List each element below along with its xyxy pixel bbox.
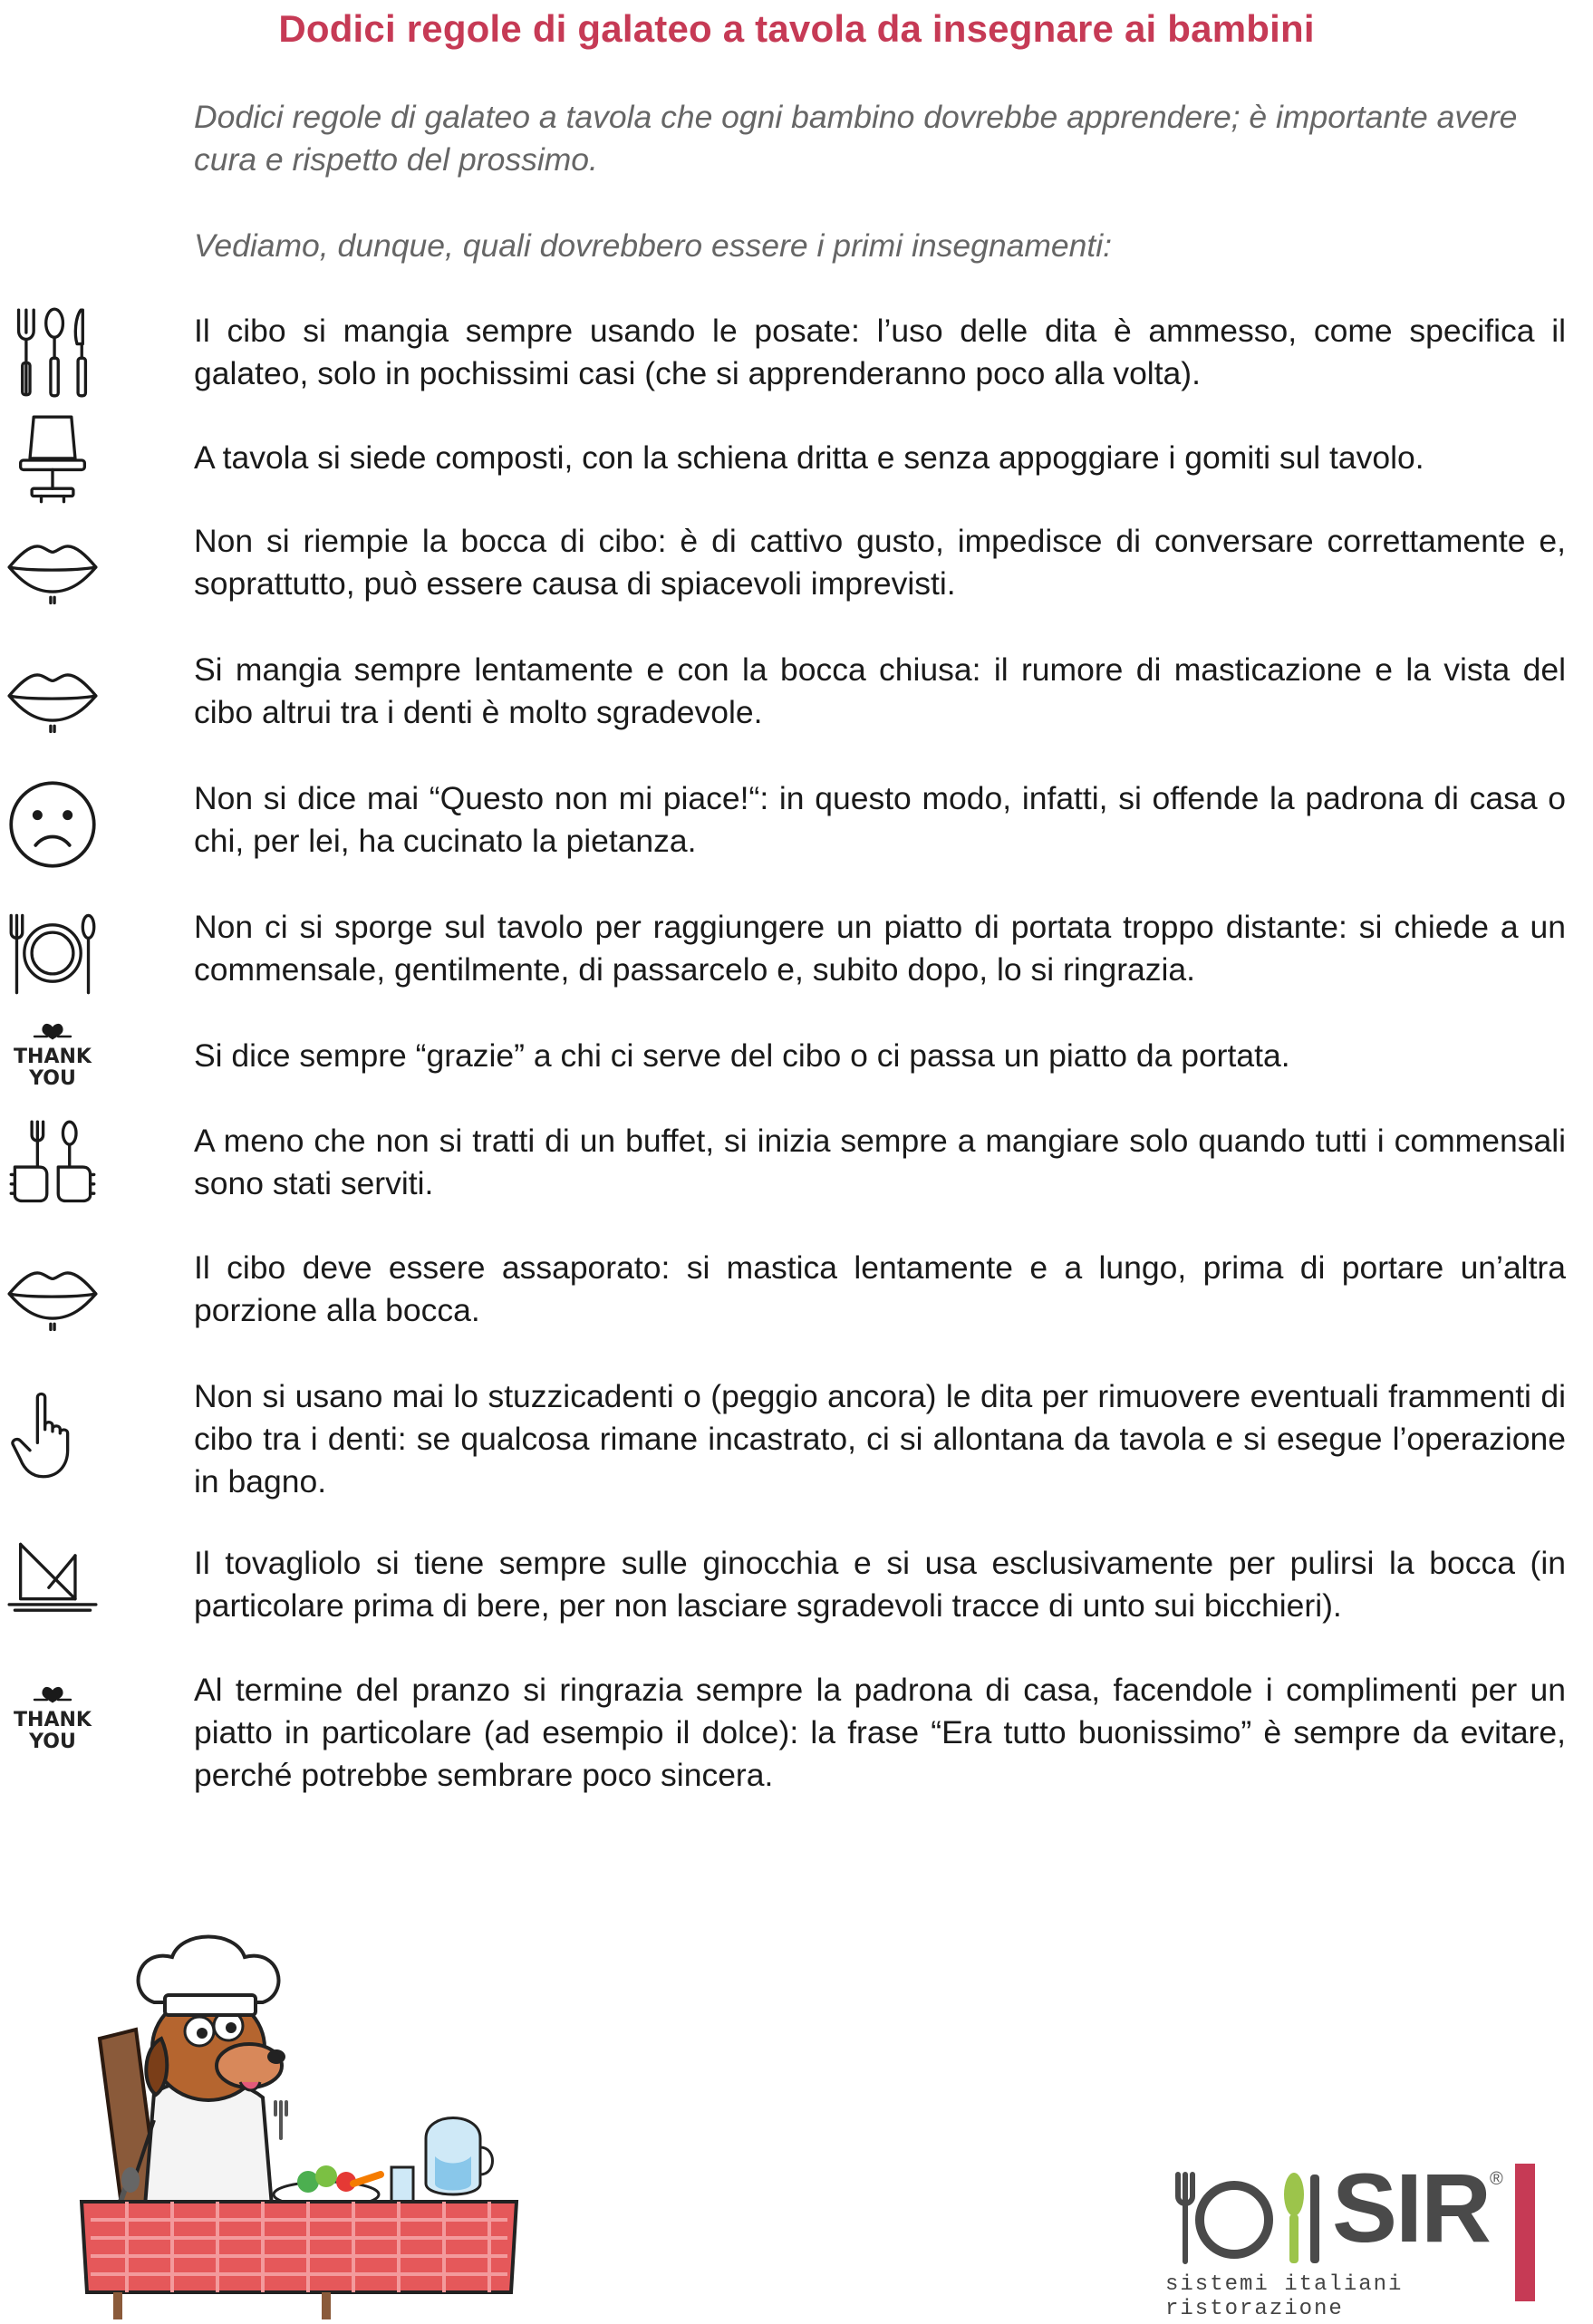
logo-wordmark: SIR bbox=[1332, 2153, 1491, 2262]
chef-dog-illustration bbox=[54, 1912, 562, 2319]
rule-8: A meno che non si tratti di un buffet, si inizia sempre a mangiare solo quando tutti i commensali sono stati serviti. bbox=[194, 1123, 1566, 1201]
rule-11: Il tovagliolo si tiene sempre sulle ginocchia e si usa esclusivamente per pulirsi la bocca (in particolare prima di bere, per non lasciare sgradevoli tracce di unto sui bicchieri). bbox=[194, 1545, 1566, 1624]
lips-icon bbox=[5, 649, 100, 743]
rule-6: Non ci si sporge sul tavolo per raggiungere un piatto di portata troppo distante: si chiede a un commensale, gentilmente, di passarcelo e, subito dopo, lo si ringrazia. bbox=[194, 909, 1566, 988]
rule-5: Non si dice mai “Questo non mi piace!“: in questo modo, infatti, si offende la padrona di casa o chi, per lei, ha cucinato la pietanza. bbox=[194, 780, 1566, 859]
napkin-icon bbox=[5, 1535, 100, 1629]
plate-cutlery-icon bbox=[5, 906, 100, 1000]
logo-tagline: sistemi italiani ristorazione bbox=[1165, 2272, 1404, 2321]
rule-1: Il cibo si mangia sempre usando le posate: l’uso delle dita è ammesso, come specifica il galateo, solo in pochissimi casi (che si apprenderanno poco alla volta). bbox=[194, 313, 1566, 391]
thank-you-icon bbox=[5, 1015, 100, 1109]
rule-9: Il cibo deve essere assaporato: si mastica lentamente e a lungo, prima di portare un’altra porzione alla bocca. bbox=[194, 1249, 1566, 1328]
rule-2: A tavola si siede composti, con la schiena dritta e senza appoggiare i gomiti sul tavolo. bbox=[194, 439, 1424, 476]
hands-cutlery-icon bbox=[5, 1118, 100, 1212]
thank-you-icon bbox=[5, 1678, 100, 1772]
page-title: Dodici regole di galateo a tavola da insegnare ai bambini bbox=[278, 7, 1315, 50]
sad-face-icon bbox=[5, 777, 100, 872]
lips-icon bbox=[5, 520, 100, 614]
cutlery-icon bbox=[5, 306, 100, 400]
thank-you-label: THANK YOU bbox=[14, 1709, 92, 1753]
lips-icon bbox=[5, 1247, 100, 1341]
chair-icon bbox=[5, 413, 100, 507]
rule-10: Non si usano mai lo stuzzicadenti o (peggio ancora) le dita per rimuovere eventuali frammenti di cibo tra i denti: se qualcosa rimane incastrato, ci si allontana da tavola e si esegue l’operazione in bagno. bbox=[194, 1378, 1566, 1500]
rule-7: Si dice sempre “grazie” a chi ci serve del cibo o ci passa un piatto da portata. bbox=[194, 1037, 1290, 1074]
intro-lead: Vediamo, dunque, quali dovrebbero essere i primi insegnamenti: bbox=[194, 227, 1112, 264]
rule-3: Non si riempie la bocca di cibo: è di cattivo gusto, impedisce di conversare correttamente e, soprattutto, può essere causa di spiacevoli imprevisti. bbox=[194, 523, 1566, 602]
intro-paragraph: Dodici regole di galateo a tavola che ogni bambino dovrebbe apprendere; è importante avere cura e rispetto del prossimo. bbox=[194, 99, 1518, 178]
sir-logo bbox=[1160, 2153, 1559, 2321]
rule-4: Si mangia sempre lentamente e con la bocca chiusa: il rumore di masticazione e la vista del cibo altrui tra i denti è molto sgradevole. bbox=[194, 651, 1566, 730]
registered-mark: ® bbox=[1490, 2169, 1503, 2189]
rule-12: Al termine del pranzo si ringrazia sempre la padrona di casa, facendole i complimenti per un piatto in particolare (ad esempio il dolce): la frase “Era tutto buonissimo” è sempre da evitare, perché potrebbe sembrare poco sincera. bbox=[194, 1672, 1566, 1793]
thank-you-label: THANK YOU bbox=[14, 1046, 92, 1090]
finger-icon bbox=[5, 1388, 100, 1482]
